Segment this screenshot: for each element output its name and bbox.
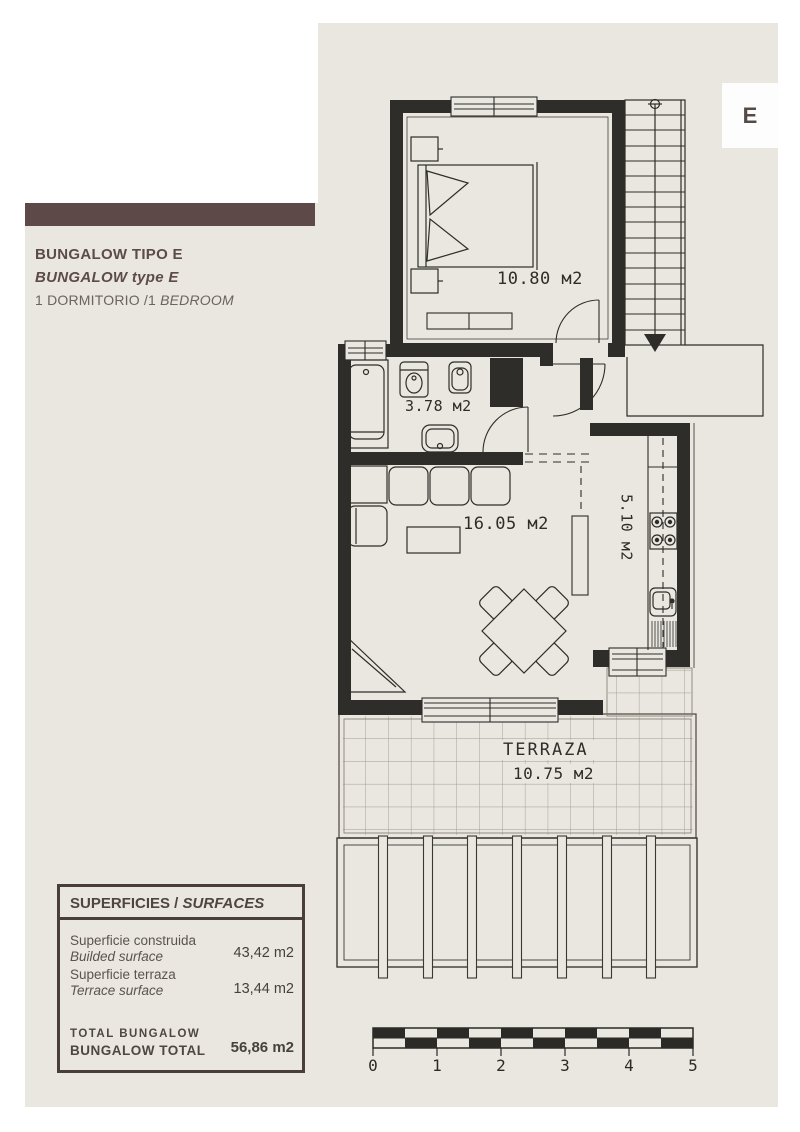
scale-label-3: 3 xyxy=(560,1056,570,1075)
nightstand-icon xyxy=(411,137,443,293)
subtitle-en: BEDROOM xyxy=(160,292,234,308)
total-value: 56,86 m2 xyxy=(230,1039,294,1056)
surfaces-table xyxy=(57,884,305,1073)
bathroom-window xyxy=(345,341,386,360)
scale-label-4: 4 xyxy=(624,1056,634,1075)
scale-label-1: 1 xyxy=(432,1056,442,1075)
stair-down-arrow-icon xyxy=(644,334,666,352)
surfaces-title-rule xyxy=(60,917,302,920)
built-surface-row xyxy=(70,933,196,965)
terrace-surface-value: 13,44 m2 xyxy=(233,981,294,997)
bed-icon xyxy=(418,162,537,270)
sofa-icon xyxy=(348,466,510,505)
built-surface-value: 43,42 m2 xyxy=(233,945,294,961)
staircase xyxy=(625,100,685,353)
total-row xyxy=(70,1027,205,1059)
scale-label-5: 5 xyxy=(688,1056,698,1075)
scale-label-0: 0 xyxy=(368,1056,378,1075)
page-title-en: BUNGALOW type E xyxy=(35,269,179,286)
pergola xyxy=(337,836,697,978)
surfaces-title-es: SUPERFICIES / xyxy=(70,895,183,912)
terrace-area-label: 10.75 м2 xyxy=(508,764,599,783)
page-title-es: BUNGALOW TIPO E xyxy=(35,246,183,263)
bathroom-area-label: 3.78 м2 xyxy=(405,397,472,415)
surfaces-title-en: SURFACES xyxy=(182,895,265,912)
subtitle-es: 1 DORMITORIO /1 xyxy=(35,292,161,308)
bedroom-door xyxy=(556,300,599,343)
dining-set-icon xyxy=(478,585,571,678)
bathroom-sink-icon xyxy=(422,425,458,452)
entrance-door xyxy=(553,364,605,416)
bedroom-area-label: 10.80 м2 xyxy=(497,269,583,289)
terrace-surface-row xyxy=(70,967,176,999)
surfaces-table-title xyxy=(70,895,264,912)
total-label-en: BUNGALOW TOTAL xyxy=(70,1043,206,1058)
drainboard-hatch xyxy=(652,621,676,647)
bathroom-door xyxy=(483,407,528,452)
kitchen-area-label: 5.10 м2 xyxy=(617,494,636,561)
bedroom-cabinet xyxy=(427,313,512,329)
living-window xyxy=(422,698,558,722)
total-label-es: TOTAL BUNGALOW xyxy=(70,1028,201,1040)
shelf-unit-icon xyxy=(572,516,588,595)
built-surface-label-es: Superficie construida xyxy=(70,933,197,948)
armchair-icon xyxy=(348,506,387,546)
corner-unit-icon xyxy=(347,637,405,692)
entry-landing xyxy=(627,345,763,416)
living-area-label: 16.05 м2 xyxy=(463,514,549,534)
kitchen-window xyxy=(609,648,666,676)
terrace-name-label: TERRAZA xyxy=(498,740,594,760)
coffee-table-icon xyxy=(407,527,460,553)
unit-letter: E xyxy=(742,102,758,128)
bedroom-window xyxy=(451,97,537,116)
stove-icon xyxy=(650,513,677,549)
terrace-surface-label-es: Superficie terraza xyxy=(70,967,176,982)
bidet-icon xyxy=(400,362,428,397)
scale-label-2: 2 xyxy=(496,1056,506,1075)
terrace-surface-label-en: Terrace surface xyxy=(70,983,164,998)
bathtub-icon xyxy=(345,360,388,448)
built-surface-label-en: Builded surface xyxy=(70,949,164,964)
toilet-icon xyxy=(449,362,471,393)
scale-bar xyxy=(373,1028,693,1056)
